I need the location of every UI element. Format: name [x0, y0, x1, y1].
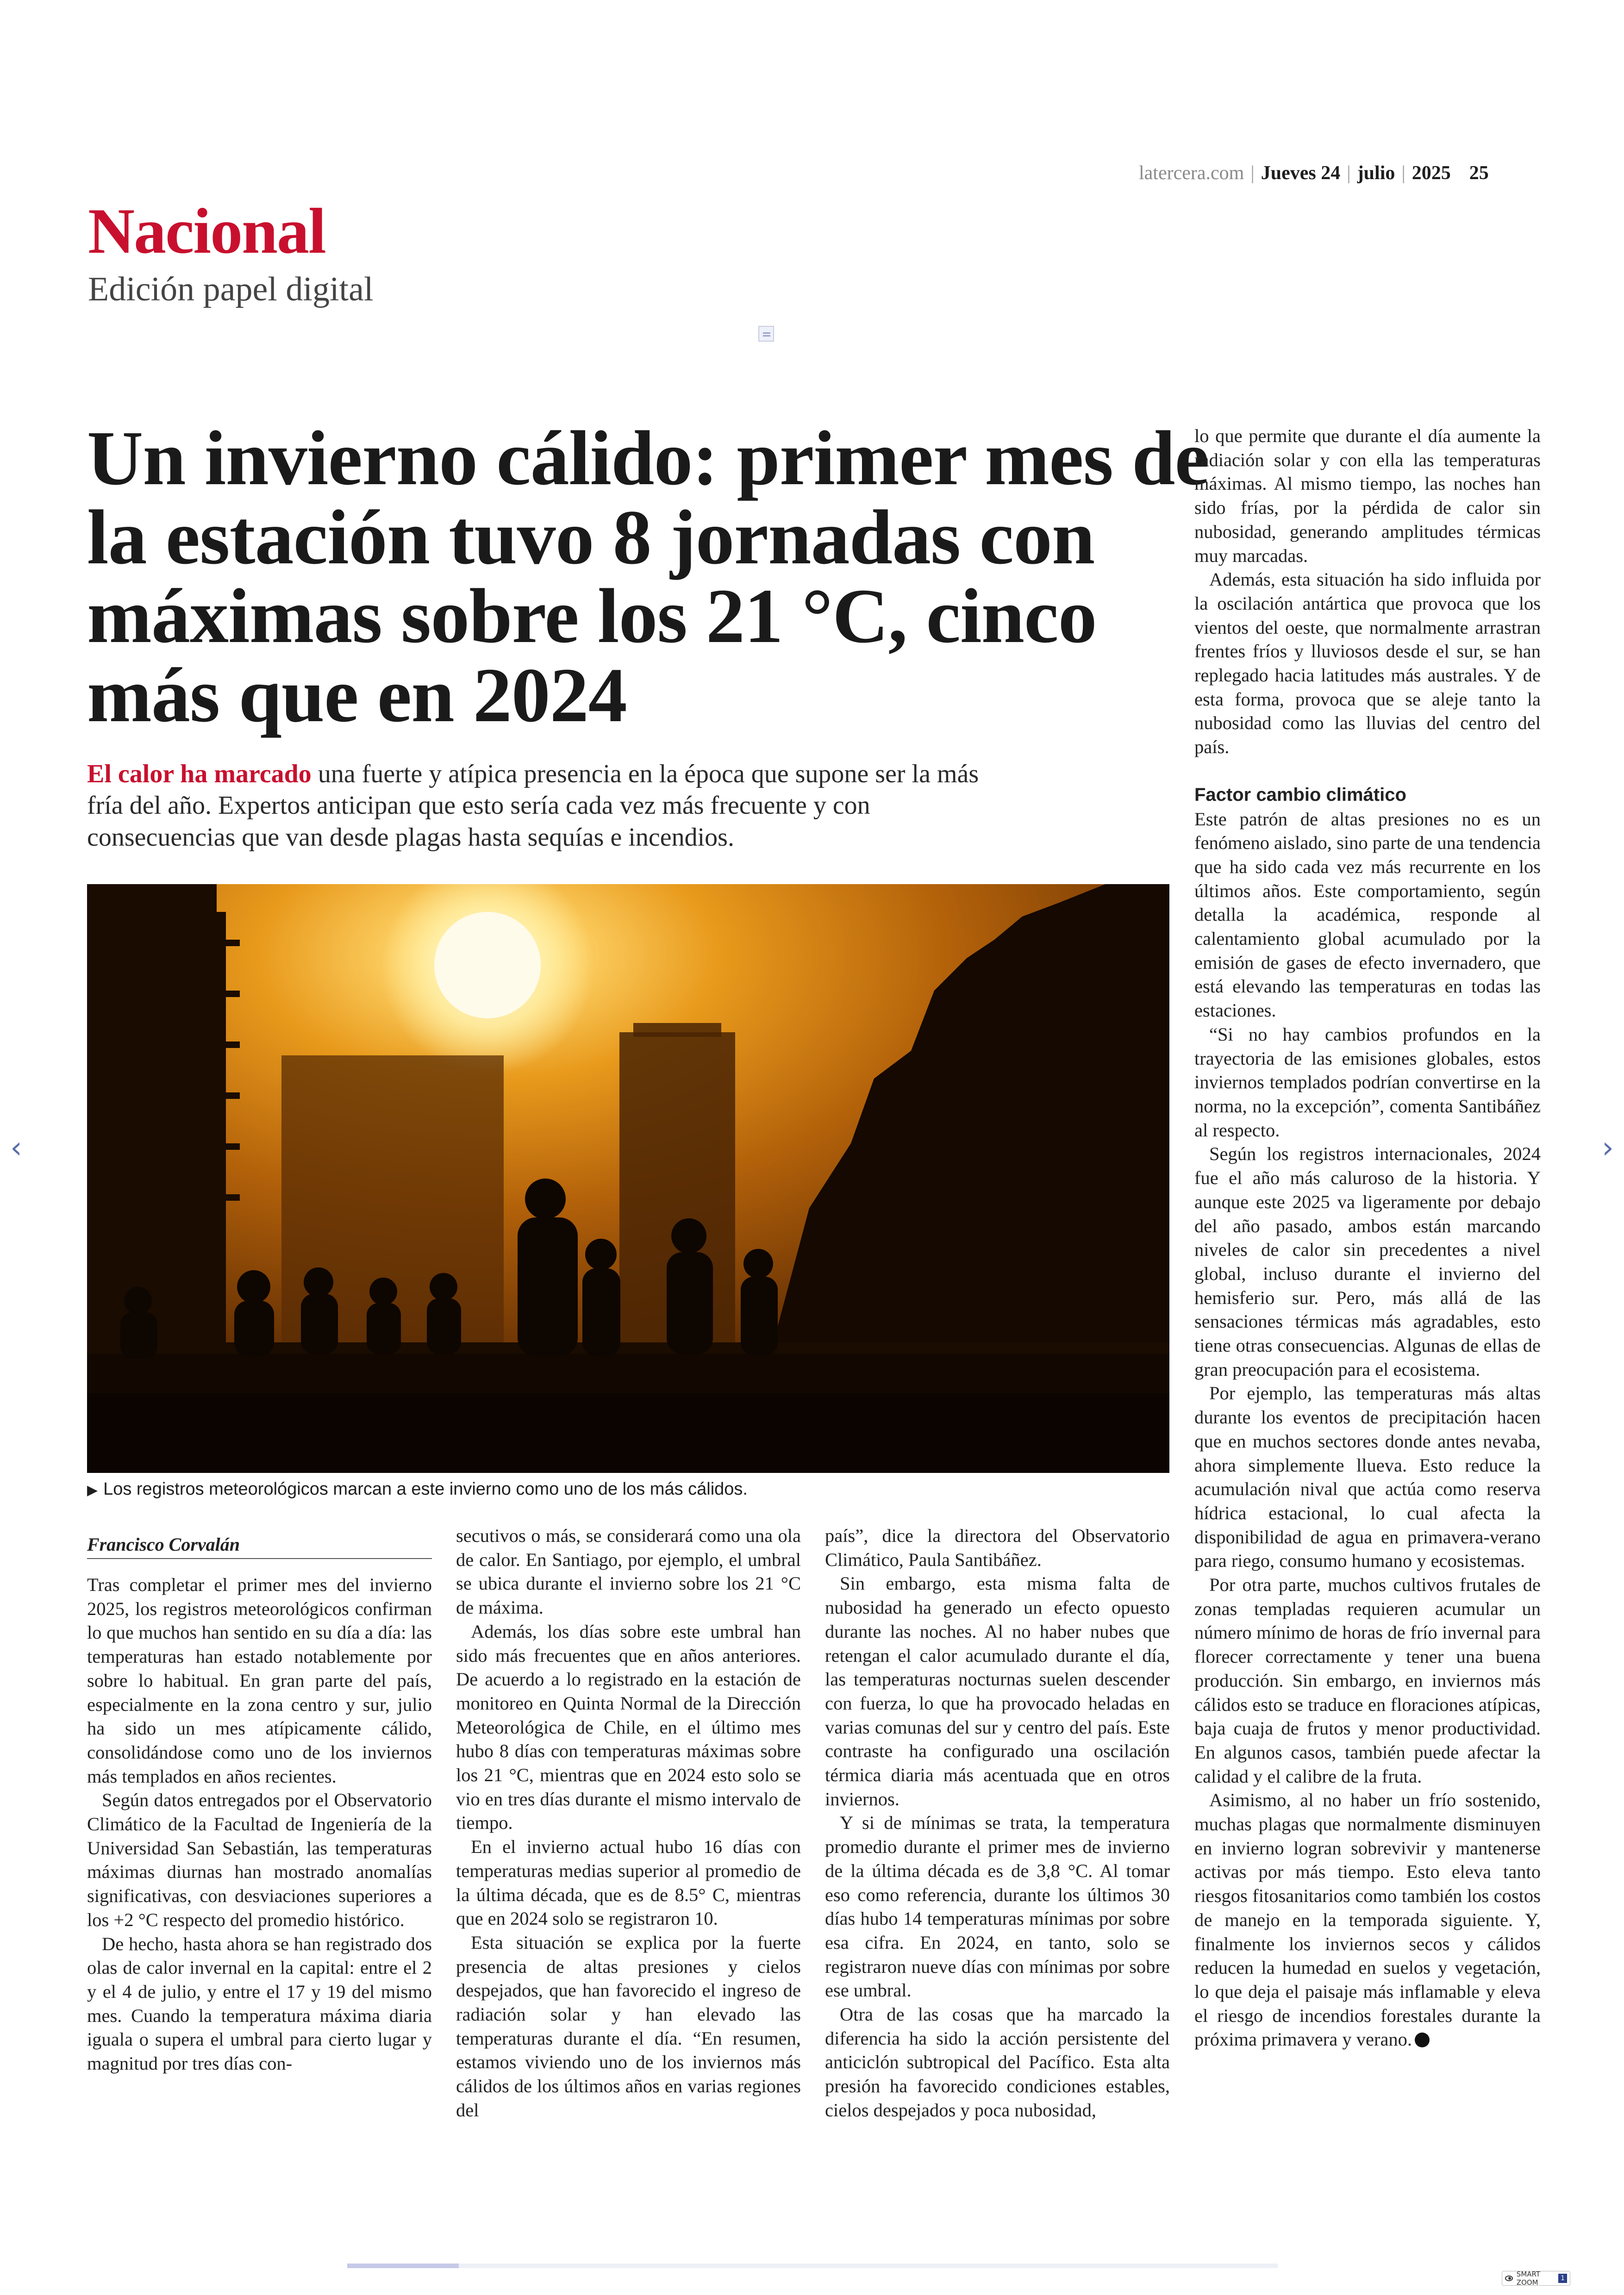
reading-progress-bar[interactable]: [347, 2264, 1278, 2268]
next-page-button[interactable]: [1596, 1127, 1619, 1169]
byline: Francisco Corvalán: [87, 1534, 432, 1559]
article-column-4: [1194, 424, 1541, 2052]
article-standfirst: [87, 758, 1013, 853]
section-title: Nacional: [88, 195, 325, 267]
paragraph: Este patrón de altas presiones no es un fenómeno aislado, sino parte de una tendencia que ha sido cada vez más recurrente en los últimos años. Este comportamiento, según detalla la académica, responde al calentamiento global acumulado por la emisión de gases de efecto invernadero, que está elevando las temperaturas en todas las estaciones.: [1194, 808, 1541, 1021]
paragraph: En el invierno actual hubo 16 días con temperaturas medias superior al promedio de la última década, que es de 8.5° C, mientras que en 2024 solo se registraron 10.: [456, 1836, 801, 1929]
site-name: latercera.com: [1139, 162, 1244, 184]
paragraph: Según datos entregados por el Observatorio Climático de la Facultad de Ingeniería de la Universidad San Sebastián, las temperaturas máximas diurnas han mostrado anomalías significativas, con desviaciones superiores a los +2 °C respecto del promedio histórico.: [87, 1790, 432, 1930]
article-photo: [87, 884, 1169, 1473]
paragraph: De hecho, hasta ahora se han registrado dos olas de calor invernal en la capital: entre el 2 y el 4 de julio, y entre el 17 y 19 del mismo mes. Cuando la temperatura máxima diaria iguala o supera el umbral para cierto lugar y magnitud por tres días con-: [87, 1933, 432, 2074]
date-month: julio: [1357, 162, 1395, 184]
paragraph: secutivos o más, se considerará como una ola de calor. En Santiago, por ejemplo, el umbral se ubica durante el invierno sobre los 21 °C de máxima.: [456, 1525, 801, 1618]
paragraph: Además, los días sobre este umbral han sido más frecuentes que en años anteriores. De acuerdo a lo registrado en la estación de monitoreo en Quinta Normal de la Dirección Meteorológica de Chile, en el último mes hubo 8 días con temperaturas máximas sobre los 21 °C, mientras que en 2024 esto solo se vio en tres días durante el mismo intervalo de tiempo.: [456, 1621, 801, 1834]
paragraph: Según los registros internacionales, 2024 fue el año más caluroso de la historia. Y aunque este 2025 va ligeramente por debajo del año pasado, ambos están marcando niveles de calor sin precedentes a nivel global, incluso durante el invierno del hemisferio sur. Pero, más allá de las sensaciones térmicas más agradables, esto tiene otras consecuencias. Algunas de ellas de gran preocupación para el ecosistema.: [1194, 1143, 1541, 1380]
smart-zoom-button[interactable]: [1502, 2271, 1570, 2286]
end-of-article-icon: [1415, 2033, 1430, 2047]
reading-progress-fill: [347, 2264, 459, 2268]
paragraph: Por ejemplo, las temperaturas más altas durante los eventos de precipitación hacen que en muchos sectores donde antes nevaba, ahora simplemente llueva. Esto reduce la acumulación nival que actúa como reserva hídrica estacional, lo cual afecta la disponibilidad de agua en primavera-verano para riego, consumo humano y ecosistemas.: [1194, 1383, 1541, 1572]
paragraph: “Si no hay cambios profundos en la trayectoria de las emisiones globales, estos inviernos templados podrían convertirse en la norma, no la excepción”, comenta Santibáñez al respecto.: [1194, 1023, 1541, 1141]
date-year: 2025: [1412, 162, 1451, 184]
chevron-left-icon: ‹: [10, 1131, 22, 1165]
standfirst-lead: El calor ha marcado: [87, 760, 312, 788]
eye-icon: [1505, 2276, 1513, 2281]
section-subtitle: Edición papel digital: [88, 270, 374, 308]
article-column-1: [87, 1573, 432, 2076]
last-paragraph: [1194, 1788, 1541, 2052]
date-day: Jueves 24: [1261, 162, 1341, 184]
paragraph: Tras completar el primer mes del invierno 2025, los registros meteorológicos confirman lo que muchos han sentido en su día a día: las temperaturas han estado notablemente por sobre lo habitual. En gran parte del país, especialmente en la zona centro y sur, julio ha sido un mes atípicamente cálido, consolidándose como uno de los inviernos más templados en años recientes.: [87, 1574, 432, 1787]
paragraph: Sin embargo, esta misma falta de nubosidad ha generado un efecto opuesto durante las noches. Al no haber nubes que retengan el calor acumulado durante el día, las temperaturas nocturnas suelen descender con fuerza, lo que ha provocado heladas en varias comunas del sur y centro del país. Este contraste ha configurado una oscilación térmica diaria más acentuada que en otros inviernos.: [825, 1573, 1170, 1809]
paragraph: Otra de las cosas que ha marcado la diferencia ha sido la acción persistente del anticiclón subtropical del Pacífico. Esta alta presión ha favorecido condiciones estables, cielos despejados y poca nubosidad,: [825, 2004, 1170, 2120]
chevron-right-icon: ›: [1602, 1131, 1614, 1165]
paragraph: Por otra parte, muchos cultivos frutales de zonas templadas requieren acumular un número mínimo de horas de frío invernal para florecer correctamente y tener una buena producción. Sin embargo, en inviernos más cálidos esto se traduce en floraciones atípicas, baja cuaja de frutos y menor productividad. En algunos casos, también puede afectar la calidad y el calibre de la fruta.: [1194, 1574, 1541, 1787]
paragraph: Y si de mínimas se trata, la temperatura promedio durante el primer mes de invierno de la última década es de 3,8 °C. Al tomar eso como referencia, durante los últimos 30 días hubo 14 temperaturas mínimas por sobre esa cifra. En 2024, en tanto, solo se registraron nueve días con mínimas por sobre ese umbral.: [825, 1812, 1170, 2001]
note-marker-icon[interactable]: [758, 326, 774, 342]
caption-triangle-icon: ▶: [87, 1483, 98, 1498]
zoom-level-badge: 1: [1558, 2274, 1567, 2283]
subheading: Factor cambio climático: [1194, 784, 1406, 805]
paragraph: lo que permite que durante el día aumente la radiación solar y con ella las temperaturas máximas. Al mismo tiempo, las noches han sido frías, por la pérdida de calor sin nubosidad, generando amplitudes térmicas muy marcadas.: [1194, 425, 1541, 566]
prev-page-button[interactable]: [5, 1127, 28, 1169]
paragraph: Esta situación se explica por la fuerte presencia de altas presiones y cielos despejados, que han favorecido el ingreso de radiación solar y han elevado las temperaturas durante el día. “En resumen, estamos viviendo uno de los inviernos más cálidos de los últimos años en varias regiones del: [456, 1932, 801, 2120]
caption-text: Los registros meteorológicos marcan a este invierno como uno de los más cálidos.: [103, 1479, 748, 1499]
masthead-dateline: latercera.com | Jueves 24 | julio | 2025 25: [1139, 162, 1489, 184]
paragraph: Además, esta situación ha sido influida por la oscilación antártica que provoca que los vientos del oeste, que normalmente arrastran frentes fríos y lluviosos desde el sur, se han replegado hacia latitudes más australes. Y de esta forma, provoca que se aleje tanto la nubosidad como las lluvias del centro del país.: [1194, 569, 1541, 758]
article-headline: Un invierno cálido: primer mes de la estación tuvo 8 jornadas con máximas sobre los 21 °C, cinco más que en 2024: [87, 415, 1209, 738]
paragraph-text: Asimismo, al no haber un frío sostenido, muchas plagas que normalmente disminuyen en invierno logran sobrevivir y mantenerse activas por más tiempo. Esto eleva tanto riesgos fitosanitarios como también los costos de manejo en la temporada siguiente. Y, finalmente los inviernos secos y cálidos reducen la humedad en suelos y vegetación, lo que deja el paisaje más inflamable y eleva el riesgo de incendios forestales durante la próxima primavera y verano.: [1194, 1790, 1541, 2050]
article-column-3: [825, 1524, 1170, 2122]
photo-caption: [87, 1479, 748, 1499]
page-number: 25: [1469, 162, 1489, 184]
standfirst-text: una fuerte y atípica presencia en la época que supone ser la más fría del año. Expertos anticipan que esto sería cada vez más frecuente y con consecuencias que van desde plagas hasta sequías e incendios.: [87, 760, 979, 852]
article-column-2: [456, 1524, 801, 2122]
smart-zoom-label: SMART ZOOM: [1516, 2270, 1541, 2287]
paragraph: país”, dice la directora del Observatorio Climático, Paula Santibáñez.: [825, 1525, 1170, 1570]
